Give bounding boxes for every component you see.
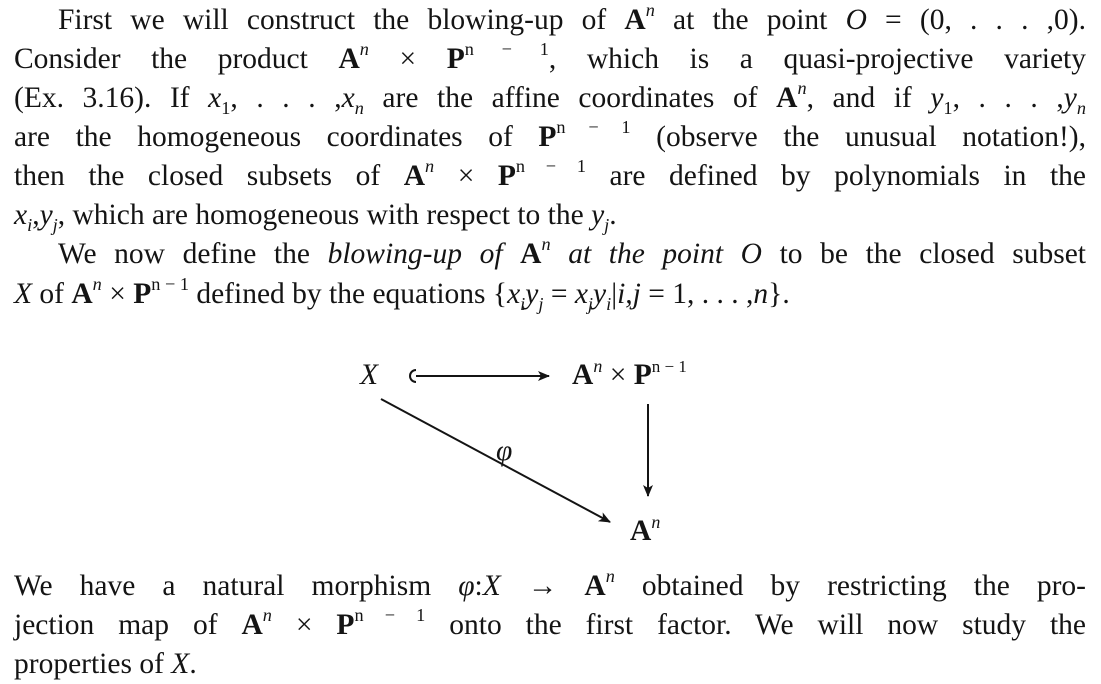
diagram-phi-label: φ (496, 435, 513, 467)
paragraph1-line4: are the homogeneous coordinates of $P^{n - 1}$ (observe the unusual notation!), (14, 117, 1086, 153)
paragraph1-line3: (Ex. 3.16). If $x_1$, . . . $,x_n$ are the affine coordinates of $A^n$, and if $y_1$, . . . $,y_n$ (14, 78, 1086, 118)
paragraph2-line1: We now define the blowing-up of $A^n$ at the point O to be the closed subset (58, 234, 1086, 270)
diagram-bottom-label: $A^n$ (630, 512, 661, 547)
paragraph2-line2: X of $A^n \times P^{n - 1}$ defined by the equations {$x_iy_j = x_jy_i|i,j = 1$, . . . ,n}. (14, 274, 790, 314)
paragraph1-line1: First we will construct the blowing-up of $A^n$ at the point O = (0, . . . ,0). (58, 0, 1086, 36)
paragraph1-line6: $x_i,y_j$, which are homogeneous with respect to the $y_j$. (14, 199, 617, 235)
diagram-top-right-label: $A^n \times P^{n - 1}$ (572, 356, 687, 391)
paragraph3-line2: jection map of $A^n \times P^{n - 1}$ onto the first factor. We will now study the (14, 605, 1086, 641)
inclusion-hook (410, 370, 416, 382)
diagram-X: X (360, 359, 379, 391)
paragraph3-line1: We have a natural morphism φ:X → $A^n$ obtained by restricting the pro- (14, 566, 1087, 602)
paragraph3-line3: properties of X. (14, 648, 197, 680)
paragraph1-line2: Consider the product $A^n \times P^{n - 1}$, which is a quasi-projective variety (14, 39, 1086, 75)
paragraph1-line5: then the closed subsets of $A^n \times P^{n - 1}$ are defined by polynomials in the (14, 156, 1087, 192)
